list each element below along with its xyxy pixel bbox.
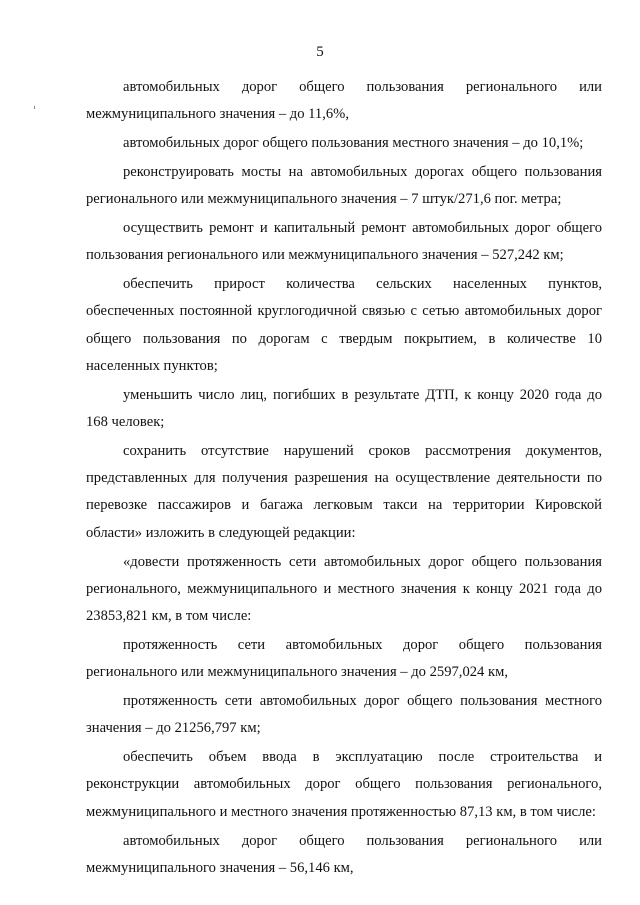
paragraph-9: протяженность сети автомобильных дорог общего пользования регионального или межмуниципального значения – до 2597,024 км, <box>86 636 602 681</box>
paragraph-7: сохранить отсутствие нарушений сроков рассмотрения документов, представленных для получения разрешения на осуществление деятельности по перевозке пассажиров и багажа легковым такси на территории Кировской области» изложить в следующей редакции: <box>86 442 602 541</box>
body-text <box>86 74 602 882</box>
paragraph-3: реконструировать мосты на автомобильных дорогах общего пользования регионального или межмуниципального значения – 7 штук/271,6 пог. метра; <box>86 163 602 208</box>
paragraph-4: осуществить ремонт и капитальный ремонт автомобильных дорог общего пользования регионального или межмуниципального значения – 527,242 км; <box>86 219 602 264</box>
paragraph-11: обеспечить объем ввода в эксплуатацию после строительства и реконструкции автомобильных дорог общего пользования регионального, межмуниципального и местного значения протяженностью 87,13 км, в том числе: <box>86 749 602 820</box>
paragraph-2: автомобильных дорог общего пользования местного значения – до 10,1%; <box>123 135 584 152</box>
paragraph-1: автомобильных дорог общего пользования регионального или межмуниципального значения – до 11,6%, <box>86 79 602 123</box>
paragraph-8: «довести протяженность сети автомобильных дорог общего пользования регионального, межмуниципального и местного значения к концу 2021 года до 23853,821 км, в том числе: <box>86 553 602 625</box>
paragraph-10: протяженность сети автомобильных дорог общего пользования местного значения – до 21256,797 км; <box>86 693 602 737</box>
page-number: 5 <box>316 44 324 60</box>
paragraph-5: обеспечить прирост количества сельских населенных пунктов, обеспеченных постоянной круглогодичной связью с сетью автомобильных дорог общего пользования по дорогам с твердым покрытием, в количестве 10 населенных пунктов; <box>86 276 602 374</box>
paragraph-6: уменьшить число лиц, погибших в результате ДТП, к концу 2020 года до 168 человек; <box>86 386 602 431</box>
scan-mark <box>34 106 35 109</box>
paragraph-12: автомобильных дорог общего пользования регионального или межмуниципального значения – 56,146 км, <box>86 832 602 876</box>
